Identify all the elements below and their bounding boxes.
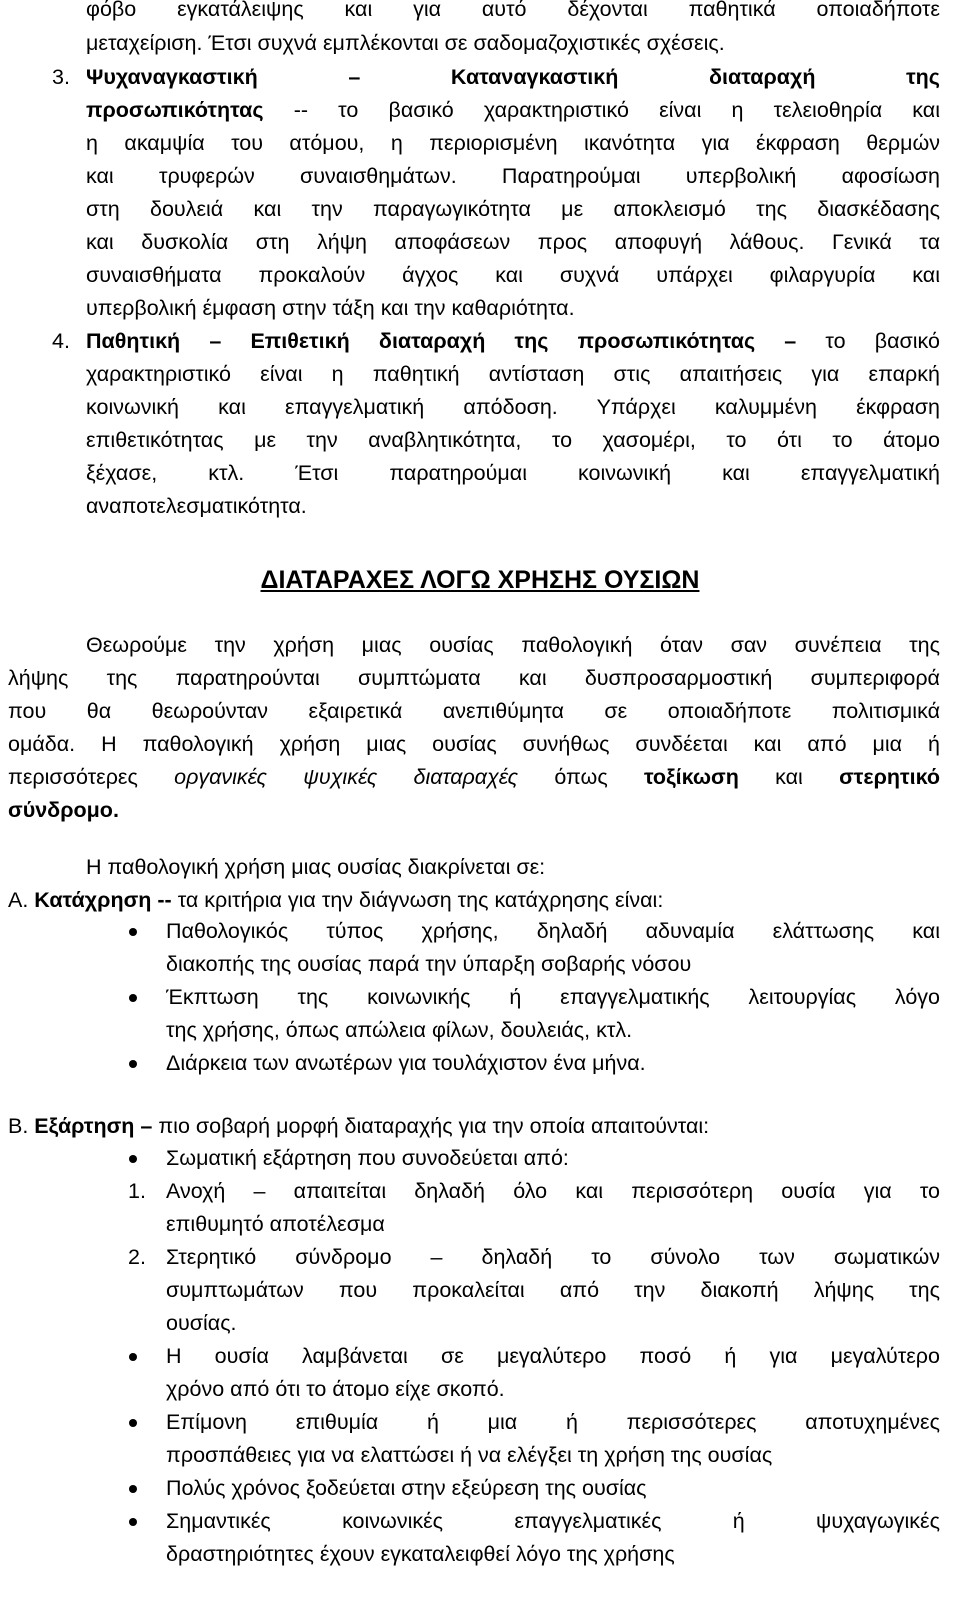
list-number: 2.: [128, 1245, 146, 1269]
text-run: τα κριτήρια για την διάγνωση της κατάχρησης είναι:: [171, 888, 664, 912]
paragraph-line: [86, 95, 940, 125]
paragraph-line: η ακαμψία του ατόμου, η περιορισμένη ικανότητα για έκφραση θερμών: [86, 131, 940, 155]
subsection-b-line: [8, 1111, 940, 1141]
italic-term: οργανικές ψυχικές διαταραχές: [174, 765, 519, 789]
paragraph-line: σύνδρομο.: [8, 798, 119, 822]
text-run: το βασικό: [796, 329, 940, 353]
bullet-icon: [129, 1155, 137, 1163]
bullet-text-line: Διάρκεια των ανωτέρων για τουλάχιστον ένα μήνα.: [166, 1051, 646, 1075]
paragraph-line: ξέχασε, κτλ. Έτσι παρατηρούμαι κοινωνική και επαγγελματική: [86, 461, 940, 485]
bullet-text-line: προσπάθειες για να ελαττώσει ή να ελέγξει τη χρήση της ουσίας: [166, 1443, 773, 1467]
item3-title-word: της: [906, 65, 940, 89]
numbered-text-line: επιθυμητό αποτέλεσμα: [166, 1212, 385, 1236]
numbered-text-line: ουσίας.: [166, 1311, 237, 1335]
bullet-text-line: Επίμονη επιθυμία ή μια ή περισσότερες αποτυχημένες: [166, 1410, 940, 1434]
item3-title-word: Ψυχαναγκαστική: [86, 65, 258, 89]
paragraph-line: [86, 326, 940, 356]
section-letter: Α.: [8, 888, 35, 912]
bold-term: Εξάρτηση –: [34, 1114, 153, 1138]
bullet-icon: [129, 1485, 137, 1493]
numbered-text-line: συμπτωμάτων που προκαλείται από την διακοπή λήψης της: [166, 1278, 940, 1302]
bullet-icon: [129, 1060, 137, 1068]
paragraph-line: Η παθολογική χρήση μιας ουσίας διακρίνεται σε:: [86, 855, 546, 879]
paragraph-line: κοινωνική και επαγγελματική απόδοση. Υπάρχει καλυμμένη έκφραση: [86, 395, 940, 419]
item3-title-word: διαταραχή: [709, 65, 816, 89]
bullet-text-line: Σωματική εξάρτηση που συνοδεύεται από:: [166, 1146, 569, 1170]
numbered-text-line: Στερητικό σύνδρομο – δηλαδή το σύνολο των σωματικών: [166, 1245, 940, 1269]
bold-term: στερητικό: [839, 765, 940, 789]
bold-term: Κατάχρηση --: [34, 888, 172, 912]
bullet-icon: [129, 994, 137, 1002]
bullet-icon: [129, 1353, 137, 1361]
bold-term: τοξίκωση: [643, 765, 739, 789]
bullet-text-line: Πολύς χρόνος ξοδεύεται στην εξεύρεση της ουσίας: [166, 1476, 647, 1500]
text-run: -- το βασικό χαρακτηριστικό είναι η τελειοθηρία και: [263, 98, 940, 122]
paragraph-line: συναισθήματα προκαλούν άγχος και συχνά υπάρχει φιλαργυρία και: [86, 263, 940, 287]
subsection-a-line: [8, 885, 940, 915]
numbered-text-line: Ανοχή – απαιτείται δηλαδή όλο και περισσότερη ουσία για το: [166, 1179, 940, 1203]
bullet-text-line: Παθολογικός τύπος χρήσης, δηλαδή αδυναμία ελάττωσης και: [166, 919, 940, 943]
item3-title-word: Καταναγκαστική: [450, 65, 619, 89]
section-letter: Β.: [8, 1114, 35, 1138]
bullet-text-line: Σημαντικές κοινωνικές επαγγελματικές ή ψυχαγωγικές: [166, 1509, 940, 1533]
paragraph-line: φόβο εγκατάλειψης και για αυτό δέχονται παθητικά οποιαδήποτε: [86, 0, 940, 21]
bullet-text-line: δραστηριότητες έχουν εγκαταλειφθεί λόγο της χρήσης: [166, 1542, 675, 1566]
bold-term: προσωπικότητας: [86, 98, 264, 122]
paragraph-line: [8, 762, 940, 792]
bullet-text-line: Έκπτωση της κοινωνικής ή επαγγελματικής λειτουργίας λόγο: [166, 985, 940, 1009]
bullet-text-line: της χρήσης, όπως απώλεια φίλων, δουλειάς, κτλ.: [166, 1018, 633, 1042]
paragraph-line: μεταχείριση. Έτσι συχνά εμπλέκονται σε σαδομαζοχιστικές σχέσεις.: [86, 31, 725, 55]
bullet-text-line: χρόνο από ότι το άτομο είχε σκοπό.: [166, 1377, 505, 1401]
paragraph-line: υπερβολική έμφαση στην τάξη και την καθαριότητα.: [86, 296, 575, 320]
paragraph-line: που θα θεωρούνταν εξαιρετικά ανεπιθύμητα σε οποιαδήποτε πολιτισμικά: [8, 699, 940, 723]
list-number: 3.: [52, 65, 70, 89]
bullet-text-line: Η ουσία λαμβάνεται σε μεγαλύτερο ποσό ή για μεγαλύτερο: [166, 1344, 940, 1368]
text-run: όπως: [518, 765, 644, 789]
bullet-icon: [129, 1518, 137, 1526]
section-heading: ΔΙΑΤΑΡΑΧΕΣ ΛΟΓΩ ΧΡΗΣΗΣ ΟΥΣΙΩΝ: [260, 566, 700, 594]
paragraph-line: επιθετικότητας με την αναβλητικότητα, το χασομέρι, το ότι το άτομο: [86, 428, 940, 452]
text-run: περισσότερες: [8, 765, 175, 789]
item3-title-dash: –: [348, 65, 361, 89]
paragraph-line: Θεωρούμε την χρήση μιας ουσίας παθολογική όταν σαν συνέπεια της: [86, 633, 940, 657]
bullet-icon: [129, 1419, 137, 1427]
paragraph-line: χαρακτηριστικό είναι η παθητική αντίσταση στις απαιτήσεις για επαρκή: [86, 362, 940, 386]
bold-term: Παθητική – Επιθετική διαταραχή της προσωπικότητας –: [86, 329, 797, 353]
list-number: 4.: [52, 329, 70, 353]
bullet-text-line: διακοπής της ουσίας παρά την ύπαρξη σοβαρής νόσου: [166, 952, 692, 976]
paragraph-line: στη δουλειά και την παραγωγικότητα με αποκλεισμό της διασκέδασης: [86, 197, 940, 221]
paragraph-line: ομάδα. Η παθολογική χρήση μιας ουσίας συνήθως συνδέεται και από μια ή: [8, 732, 940, 756]
item3-title-line: [86, 62, 940, 92]
list-number: 1.: [128, 1179, 146, 1203]
paragraph-line: και δυσκολία στη λήψη αποφάσεων προς αποφυγή λάθους. Γενικά τα: [86, 230, 940, 254]
paragraph-line: και τρυφερών συναισθημάτων. Παρατηρούμαι υπερβολική αφοσίωση: [86, 164, 940, 188]
paragraph-line: αναποτελεσματικότητα.: [86, 494, 307, 518]
text-run: και: [738, 765, 840, 789]
paragraph-line: λήψης της παρατηρούνται συμπτώματα και δυσπροσαρμοστική συμπεριφορά: [8, 666, 940, 690]
text-run: πιο σοβαρή μορφή διαταραχής για την οποία απαιτούνται:: [152, 1114, 710, 1138]
bullet-icon: [129, 928, 137, 936]
